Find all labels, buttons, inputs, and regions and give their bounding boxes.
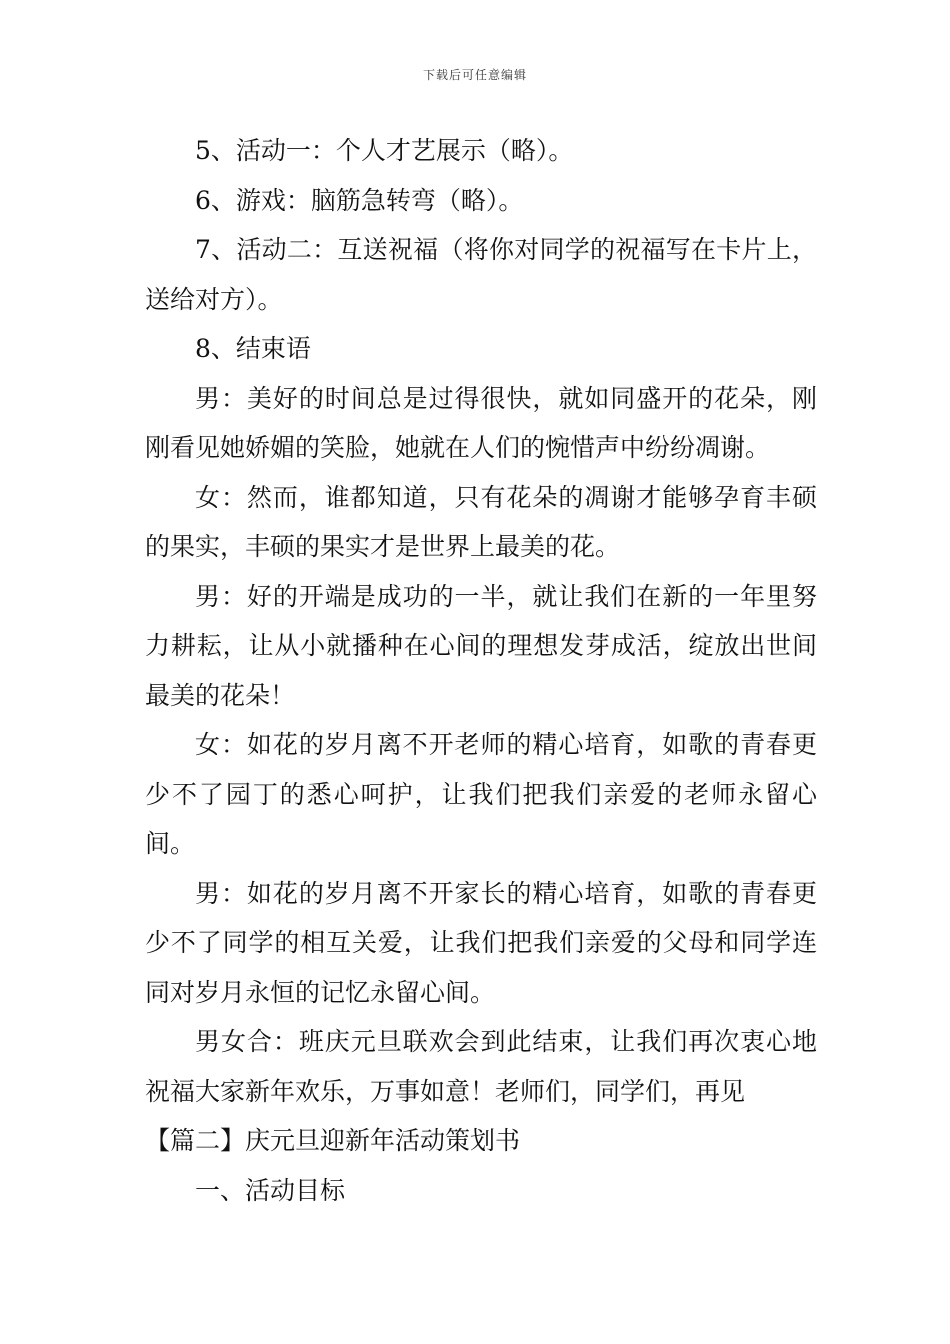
paragraph-activity-2: 7、活动二：互送祝福（将你对同学的祝福写在卡片上，送给对方）。: [145, 235, 817, 314]
paragraph-female-2: 女：如花的岁月离不开老师的精心培育，如歌的青春更少不了园丁的悉心呵护，让我们把我们亲爱的老师永留心间。: [145, 730, 817, 858]
paragraph-closing-heading: 8、结束语: [195, 334, 311, 363]
section-heading-goals: 一、活动目标: [195, 1175, 346, 1205]
document-body: [145, 126, 817, 1215]
section-title: 【篇二】庆元旦迎新年活动策划书: [145, 1126, 521, 1155]
paragraph-male-2: 男：好的开端是成功的一半，就让我们在新的一年里努力耕耘，让从小就播种在心间的理想发芽成活，绽放出世间最美的花朵！: [145, 581, 817, 710]
paragraph-game: 6、游戏：脑筋急转弯（略）。: [195, 185, 524, 215]
header-note: 下载后可任意编辑: [422, 68, 527, 82]
paragraph-male-3: 男：如花的岁月离不开家长的精心培育，如歌的青春更少不了同学的相互关爱，让我们把我们亲爱的父母和同学连同对岁月永恒的记忆永留心间。: [145, 878, 817, 1007]
paragraph-male-1: 男：美好的时间总是过得很快，就如同盛开的花朵，刚刚看见她娇媚的笑脸，她就在人们的惋惜声中纷纷凋谢。: [145, 383, 817, 462]
paragraph-together: 男女合：班庆元旦联欢会到此结束，让我们再次衷心地祝福大家新年欢乐，万事如意！老师们，同学们，再见: [145, 1027, 817, 1106]
paragraph-female-1: 女：然而，谁都知道，只有花朵的凋谢才能够孕育丰硕的果实，丰硕的果实才是世界上最美的花。: [145, 482, 817, 561]
paragraph-activity-1: 5、活动一：个人才艺展示（略）。: [195, 136, 574, 165]
